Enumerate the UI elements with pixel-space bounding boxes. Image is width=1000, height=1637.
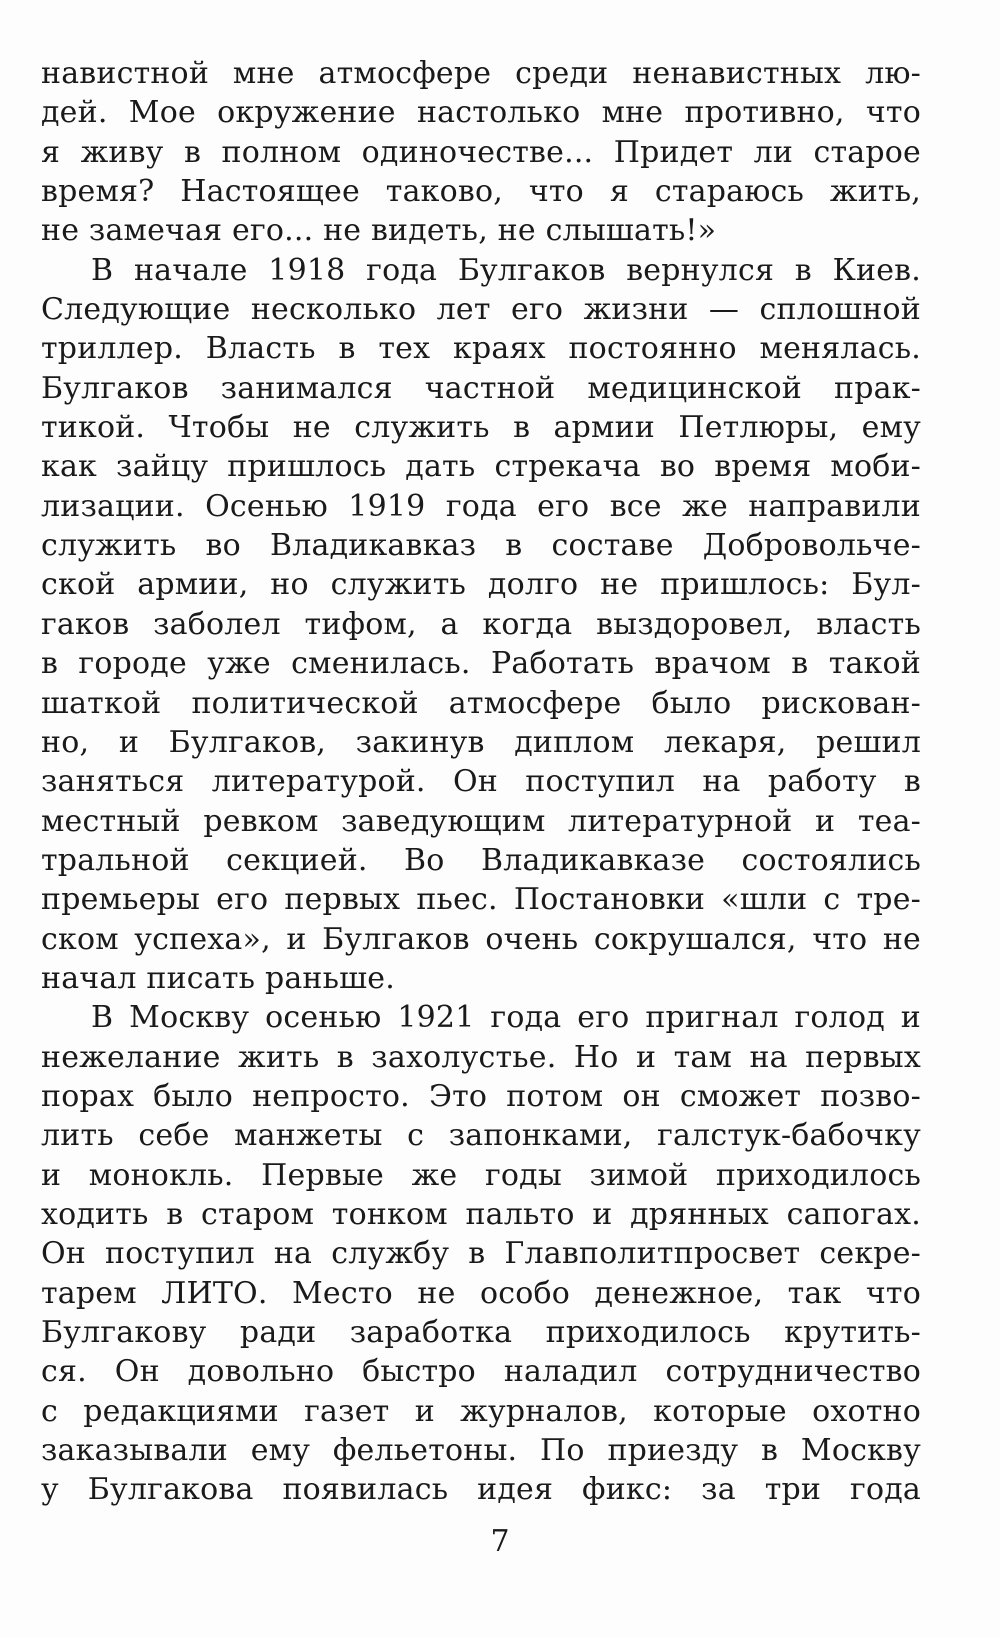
text-line: тральной секцией. Во Владикавказе состоялись [41,842,921,878]
text-line: ской армии, но служить долго не пришлось: Бул- [41,567,921,603]
text-line: шаткой политической атмосфере было рискован- [41,685,921,721]
text-line: ся. Он довольно быстро наладил сотрудничество [41,1354,921,1390]
text-line: нежелание жить в захолустье. Но и там на первых [41,1039,921,1075]
text-line: с редакциями газет и журналов, которые охотно [41,1393,921,1429]
text-line: заняться литературой. Он поступил на работу в [41,764,921,800]
page-number: 7 [490,1524,510,1559]
text-line: Булгакову ради заработка приходилось крутить- [41,1315,921,1350]
text-line: премьеры его первых пьес. Постановки «шли с тре- [41,882,921,918]
text-line: лизации. Осенью 1919 года его все же направили [41,488,921,524]
text-line: но, и Булгаков, закинув диплом лекаря, решил [41,724,921,760]
paragraph-first-line: В Москву осенью 1921 года его пригнал голод и [91,1000,921,1036]
text-line: лить себе манжеты с запонками, галстук-бабочку [41,1118,921,1154]
text-line: дей. Мое окружение настолько мне противно, что [41,95,921,131]
text-line: как зайцу пришлось дать стрекача во время моби- [41,449,921,485]
text-line: тикой. Чтобы не служить в армии Петлюры, ему [41,410,921,446]
text-line: Булгаков занимался частной медицинской прак- [41,370,921,406]
text-line: местный ревком заведующим литературной и теа- [41,803,921,839]
text-line: триллер. Власть в тех краях постоянно менялась. [41,331,921,367]
text-line: у Булгакова появилась идея фикс: за три года [41,1472,921,1508]
text-line: ском успеха», и Булгаков очень сокрушался, что не [41,921,921,957]
text-line: время? Настоящее таково, что я стараюсь жить, [41,174,921,210]
text-line: тарем ЛИТО. Место не особо денежное, так что [41,1275,921,1311]
text-line: ходить в старом тонком пальто и дрянных сапогах. [41,1196,921,1232]
text-line: в городе уже сменилась. Работать врачом в такой [41,646,921,682]
paragraph-first-line: В начале 1918 года Булгаков вернулся в Киев. [91,252,921,288]
text-line: навистной мне атмосфере среди ненавистных лю- [41,56,921,91]
text-line: не замечая его... не видеть, не слышать!» [41,213,717,249]
text-line: Следующие несколько лет его жизни — сплошной [41,292,921,328]
text-line: и монокль. Первые же годы зимой приходилось [41,1157,921,1193]
text-line: служить во Владикавказ в составе Добровольче- [41,528,921,564]
text-line: Он поступил на службу в Главполитпросвет секре- [41,1236,921,1272]
body-text [41,54,921,1510]
text-line: начал писать раньше. [41,960,395,996]
text-line: гаков заболел тифом, а когда выздоровел, власть [41,606,921,642]
text-line: я живу в полном одиночестве... Придет ли старое [41,134,921,170]
text-line: заказывали ему фельетоны. По приезду в Москву [41,1433,921,1469]
text-line: порах было непросто. Это потом он сможет позво- [41,1078,921,1114]
